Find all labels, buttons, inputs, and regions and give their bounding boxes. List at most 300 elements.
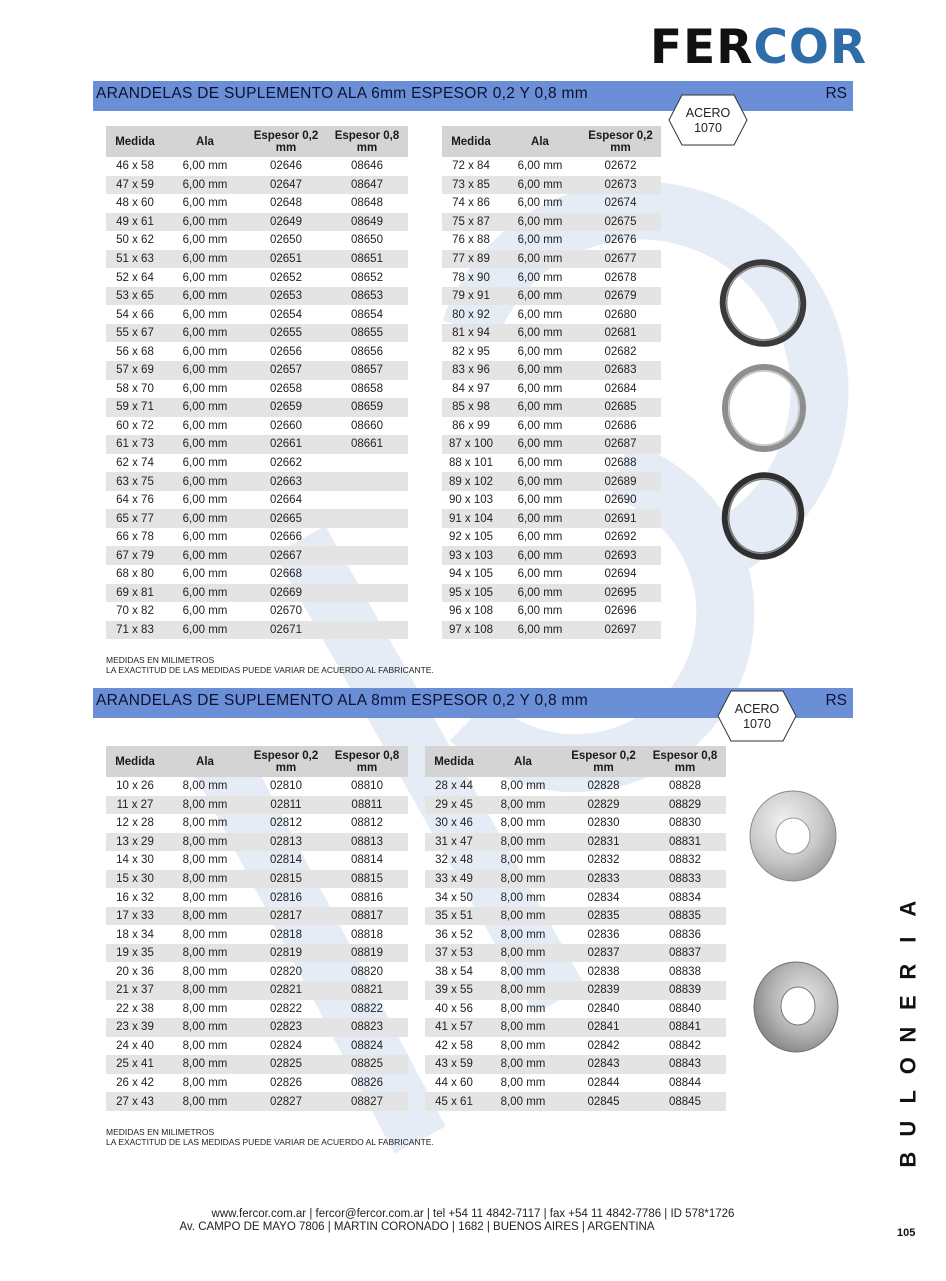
cell-code-02: 02677 — [580, 250, 661, 269]
cell-medida: 44 x 60 — [435, 1077, 473, 1090]
table-row — [425, 907, 726, 926]
cell-code-02: 02832 — [587, 854, 620, 867]
side-letter: U — [895, 1120, 921, 1137]
table-row — [425, 870, 726, 889]
cell-ala: 8,00 mm — [500, 928, 546, 941]
table-row — [442, 324, 661, 343]
cell-ala: 8,00 mm — [182, 854, 228, 867]
cell-medida: 30 x 46 — [435, 817, 473, 830]
cell-ala: 8,00 mm — [182, 817, 228, 830]
cell-medida: 63 x 75 — [106, 472, 164, 491]
col-header-espesor-02: Espesor 0,2 mm — [246, 126, 326, 157]
cell-ala: 6,00 mm — [500, 361, 580, 380]
cell-medida: 48 x 60 — [116, 197, 154, 210]
table-row — [106, 888, 408, 907]
cell-medida: 36 x 52 — [435, 928, 473, 941]
cell-medida: 87 x 100 — [442, 435, 500, 454]
cell-code-02: 02818 — [270, 928, 302, 941]
table-row — [425, 981, 726, 1000]
cell-medida: 61 x 73 — [106, 435, 164, 454]
cell-medida: 80 x 92 — [452, 308, 490, 321]
cell-medida: 45 x 61 — [425, 1092, 483, 1111]
cell-ala: 8,00 mm — [182, 1039, 228, 1052]
cell-ala: 6,00 mm — [500, 509, 580, 528]
cell-code-02: 02811 — [246, 796, 326, 815]
cell-medida: 90 x 103 — [448, 494, 494, 507]
cell-medida: 46 x 58 — [116, 160, 154, 173]
cell-code-02: 02648 — [270, 197, 302, 210]
section2-title: ARANDELAS DE SUPLEMENTO ALA 8mm ESPESOR 0,2 Y 0,8 mm — [96, 692, 588, 709]
cell-code-02: 02810 — [270, 780, 302, 793]
cell-ala: 8,00 mm — [500, 854, 546, 867]
table-row — [106, 1074, 408, 1093]
table-row — [106, 981, 408, 1000]
cell-code-08: 08836 — [669, 928, 701, 941]
cell-ala: 6,00 mm — [164, 472, 246, 491]
cell-medida: 49 x 61 — [106, 213, 164, 232]
cell-medida: 51 x 63 — [106, 250, 164, 269]
table-row — [442, 250, 661, 269]
cell-ala: 8,00 mm — [500, 780, 546, 793]
cell-code-08: 08824 — [351, 1039, 383, 1052]
col-header-medida: Medida — [442, 126, 500, 157]
cell-medida: 25 x 41 — [106, 1055, 164, 1074]
cell-code-02: 02835 — [563, 907, 644, 926]
cell-medida: 19 x 35 — [106, 944, 164, 963]
cell-medida: 96 x 108 — [448, 605, 494, 618]
cell-code-02: 02689 — [580, 472, 661, 491]
table-row — [442, 491, 661, 510]
cell-code-02: 02668 — [270, 568, 302, 581]
table-row — [425, 1018, 726, 1037]
cell-code-02: 02680 — [604, 308, 637, 321]
cell-ala: 6,00 mm — [500, 472, 580, 491]
cell-ala: 6,00 mm — [517, 568, 563, 581]
cell-ala: 6,00 mm — [517, 345, 563, 358]
cell-ala: 8,00 mm — [164, 1018, 246, 1037]
cell-medida: 70 x 82 — [116, 605, 154, 618]
table-row — [106, 1055, 408, 1074]
cell-medida: 18 x 34 — [116, 928, 154, 941]
cell-code-02: 02833 — [563, 870, 644, 889]
cell-medida: 66 x 78 — [116, 531, 154, 544]
table-row — [442, 528, 661, 547]
table-row — [442, 546, 661, 565]
table-row — [106, 398, 408, 417]
cell-code-08: 08812 — [351, 817, 383, 830]
table-row — [106, 1000, 408, 1019]
cell-code-02: 02693 — [580, 546, 661, 565]
col-header-espesor-02: Espesor 0,2 mm — [563, 746, 644, 777]
thin-washer-image — [720, 362, 808, 454]
cell-medida: 50 x 62 — [116, 234, 154, 247]
table-row — [106, 796, 408, 815]
cell-medida: 58 x 70 — [116, 382, 154, 395]
cell-code-02: 02694 — [604, 568, 637, 581]
cell-medida: 29 x 45 — [425, 796, 483, 815]
table-row — [106, 833, 408, 852]
table-row — [106, 962, 408, 981]
cell-code-02: 02671 — [246, 621, 326, 640]
cell-code-02: 02675 — [580, 213, 661, 232]
section2-table-right — [425, 746, 726, 1111]
cell-ala: 8,00 mm — [164, 796, 246, 815]
cell-code-02: 02845 — [563, 1092, 644, 1111]
cell-medida: 84 x 97 — [452, 382, 490, 395]
cell-ala: 6,00 mm — [182, 531, 228, 544]
side-letter: O — [895, 1057, 921, 1075]
cell-code-02: 02820 — [270, 965, 302, 978]
cell-code-08: 08649 — [326, 213, 408, 232]
table-row — [442, 194, 661, 213]
cell-medida: 76 x 88 — [452, 234, 490, 247]
cell-code-08: 08842 — [669, 1039, 701, 1052]
col-header-espesor-08: Espesor 0,8 mm — [326, 746, 408, 777]
cell-medida: 75 x 87 — [442, 213, 500, 232]
cell-code-02: 02840 — [587, 1002, 620, 1015]
table-row — [442, 176, 661, 195]
section1-code: RS — [825, 85, 847, 102]
cell-code-08 — [326, 546, 408, 565]
table-row — [425, 851, 726, 870]
cell-ala: 6,00 mm — [164, 287, 246, 306]
table-row — [442, 435, 661, 454]
cell-code-08: 08661 — [326, 435, 408, 454]
cell-code-02: 02844 — [587, 1077, 620, 1090]
cell-code-08: 08844 — [669, 1077, 701, 1090]
cell-ala: 6,00 mm — [164, 361, 246, 380]
cell-ala: 8,00 mm — [182, 1002, 228, 1015]
col-header-ala: Ala — [500, 126, 580, 157]
table-row — [425, 796, 726, 815]
cell-code-08: 08832 — [669, 854, 701, 867]
cell-ala: 6,00 mm — [182, 345, 228, 358]
cell-medida: 26 x 42 — [116, 1077, 154, 1090]
cell-code-02: 02692 — [604, 531, 637, 544]
cell-ala: 6,00 mm — [182, 605, 228, 618]
table-row — [106, 925, 408, 944]
cell-medida: 62 x 74 — [116, 457, 154, 470]
cell-ala: 6,00 mm — [164, 435, 246, 454]
cell-ala: 6,00 mm — [517, 234, 563, 247]
table-row — [442, 361, 661, 380]
cell-code-02: 02659 — [246, 398, 326, 417]
side-letter: E — [895, 995, 921, 1011]
side-letter: R — [895, 963, 921, 980]
cell-ala: 8,00 mm — [500, 1077, 546, 1090]
cell-code-02: 02685 — [580, 398, 661, 417]
cell-code-08: 08818 — [351, 928, 383, 941]
badge-grade: 1070 — [694, 121, 722, 135]
cell-code-02: 02683 — [580, 361, 661, 380]
cell-ala: 8,00 mm — [483, 944, 563, 963]
cell-medida: 65 x 77 — [106, 509, 164, 528]
cell-ala: 6,00 mm — [517, 457, 563, 470]
cell-code-08: 08838 — [669, 965, 701, 978]
cell-code-02: 02817 — [246, 907, 326, 926]
cell-medida: 28 x 44 — [435, 780, 473, 793]
cell-medida: 54 x 66 — [116, 308, 154, 321]
cell-code-08: 08840 — [669, 1002, 701, 1015]
table-row — [106, 287, 408, 306]
table-row — [106, 305, 408, 324]
table-row — [442, 398, 661, 417]
cell-code-02: 02827 — [246, 1092, 326, 1111]
table-row — [106, 157, 408, 176]
table-row — [106, 380, 408, 399]
cell-ala: 6,00 mm — [182, 382, 228, 395]
cell-code-08 — [326, 621, 408, 640]
table-row — [425, 925, 726, 944]
table-row — [106, 361, 408, 380]
cell-ala: 6,00 mm — [517, 605, 563, 618]
cell-code-02: 02830 — [587, 817, 620, 830]
cell-ala: 8,00 mm — [500, 1002, 546, 1015]
cell-code-02: 02843 — [563, 1055, 644, 1074]
cell-code-02: 02834 — [587, 891, 620, 904]
cell-code-02: 02824 — [270, 1039, 302, 1052]
cell-code-08: 08820 — [351, 965, 383, 978]
badge-grade: 1070 — [743, 717, 771, 731]
cell-code-08: 08652 — [351, 271, 383, 284]
table-row — [442, 342, 661, 361]
cell-ala: 8,00 mm — [164, 981, 246, 1000]
cell-code-02: 02697 — [580, 621, 661, 640]
cell-code-02: 02667 — [246, 546, 326, 565]
cell-medida: 23 x 39 — [106, 1018, 164, 1037]
cell-code-02: 02828 — [587, 780, 620, 793]
col-header-espesor-02: Espesor 0,2 mm — [580, 126, 661, 157]
cell-medida: 38 x 54 — [435, 965, 473, 978]
cell-code-08: 08655 — [326, 324, 408, 343]
cell-medida: 27 x 43 — [106, 1092, 164, 1111]
cell-medida: 82 x 95 — [452, 345, 490, 358]
cell-code-02: 02658 — [270, 382, 302, 395]
cell-code-08 — [326, 509, 408, 528]
cell-medida: 97 x 108 — [442, 621, 500, 640]
cell-code-08 — [326, 584, 408, 603]
col-header-espesor-02: Espesor 0,2 mm — [246, 746, 326, 777]
cell-code-02: 02838 — [587, 965, 620, 978]
cell-ala: 6,00 mm — [182, 160, 228, 173]
table-row — [106, 231, 408, 250]
cell-code-08 — [326, 602, 408, 621]
cell-medida: 83 x 96 — [442, 361, 500, 380]
cell-medida: 60 x 72 — [116, 419, 154, 432]
cell-code-08: 08825 — [326, 1055, 408, 1074]
cell-code-02: 02649 — [246, 213, 326, 232]
cell-code-02: 02672 — [604, 160, 637, 173]
cell-code-08: 08819 — [326, 944, 408, 963]
cell-ala: 8,00 mm — [182, 928, 228, 941]
cell-medida: 59 x 71 — [106, 398, 164, 417]
section1-title: ARANDELAS DE SUPLEMENTO ALA 6mm ESPESOR 0,2 Y 0,8 mm — [96, 85, 588, 102]
cell-code-08: 08651 — [326, 250, 408, 269]
cell-code-02: 02812 — [270, 817, 302, 830]
cell-code-02: 02691 — [580, 509, 661, 528]
cell-medida: 95 x 105 — [442, 584, 500, 603]
cell-code-02: 02841 — [563, 1018, 644, 1037]
cell-ala: 6,00 mm — [500, 176, 580, 195]
cell-code-02: 02669 — [246, 584, 326, 603]
cell-code-02: 02674 — [604, 197, 637, 210]
cell-medida: 34 x 50 — [435, 891, 473, 904]
table-row — [106, 250, 408, 269]
cell-medida: 15 x 30 — [106, 870, 164, 889]
col-header-medida: Medida — [425, 746, 483, 777]
cell-code-08: 08841 — [644, 1018, 726, 1037]
cell-medida: 91 x 104 — [442, 509, 500, 528]
cell-code-02: 02662 — [270, 457, 302, 470]
logo-text-fer: FER — [650, 20, 754, 75]
col-header-ala: Ala — [483, 746, 563, 777]
cell-medida: 42 x 58 — [435, 1039, 473, 1052]
flat-washer-image — [748, 790, 838, 882]
cell-ala: 6,00 mm — [500, 324, 580, 343]
cell-ala: 6,00 mm — [500, 398, 580, 417]
cell-medida: 85 x 98 — [442, 398, 500, 417]
table-row — [425, 777, 726, 796]
cell-code-08: 08657 — [326, 361, 408, 380]
cell-code-02: 02815 — [246, 870, 326, 889]
cell-medida: 12 x 28 — [116, 817, 154, 830]
cell-code-08: 08829 — [644, 796, 726, 815]
cell-code-08: 08815 — [326, 870, 408, 889]
cell-ala: 6,00 mm — [500, 621, 580, 640]
cell-code-08: 08833 — [644, 870, 726, 889]
cell-ala: 8,00 mm — [164, 833, 246, 852]
table-row — [106, 435, 408, 454]
cell-code-02: 02816 — [270, 891, 302, 904]
table-row — [442, 565, 661, 584]
col-header-espesor-08: Espesor 0,8 mm — [644, 746, 726, 777]
cell-code-02: 02825 — [246, 1055, 326, 1074]
side-letter: B — [895, 1152, 921, 1168]
cell-medida: 21 x 37 — [106, 981, 164, 1000]
cell-medida: 11 x 27 — [106, 796, 164, 815]
cell-ala: 8,00 mm — [164, 870, 246, 889]
cell-ala: 8,00 mm — [483, 796, 563, 815]
section2-code: RS — [825, 692, 847, 709]
table-row — [442, 454, 661, 473]
cell-code-02: 02650 — [270, 234, 302, 247]
cell-code-02: 02651 — [246, 250, 326, 269]
table-row — [106, 584, 408, 603]
cell-code-08: 08811 — [326, 796, 408, 815]
cell-ala: 8,00 mm — [182, 891, 228, 904]
table-row — [106, 324, 408, 343]
cell-ala: 6,00 mm — [164, 621, 246, 640]
cell-ala: 6,00 mm — [164, 509, 246, 528]
cell-code-02: 02647 — [246, 176, 326, 195]
cell-code-08 — [326, 454, 408, 473]
cell-code-02: 02813 — [246, 833, 326, 852]
table-row — [106, 907, 408, 926]
cell-code-08 — [326, 491, 408, 510]
cell-ala: 8,00 mm — [483, 1092, 563, 1111]
cell-code-08: 08658 — [351, 382, 383, 395]
table-row — [442, 509, 661, 528]
cell-ala: 6,00 mm — [517, 419, 563, 432]
cell-medida: 86 x 99 — [452, 419, 490, 432]
table-row — [106, 491, 408, 510]
cell-medida: 71 x 83 — [106, 621, 164, 640]
col-header-medida: Medida — [106, 746, 164, 777]
fercor-logo — [650, 22, 867, 74]
side-letter: N — [895, 1026, 921, 1043]
cell-ala: 6,00 mm — [182, 568, 228, 581]
cell-code-08: 08826 — [351, 1077, 383, 1090]
cell-medida: 78 x 90 — [452, 271, 490, 284]
table-row — [106, 454, 408, 473]
cell-medida: 43 x 59 — [425, 1055, 483, 1074]
table-row — [442, 287, 661, 306]
section2-material-badge — [717, 690, 797, 742]
cell-medida: 88 x 101 — [448, 457, 494, 470]
table-row — [106, 342, 408, 361]
cell-ala: 8,00 mm — [483, 870, 563, 889]
cell-medida: 39 x 55 — [425, 981, 483, 1000]
cell-ala: 6,00 mm — [517, 308, 563, 321]
cell-code-08 — [326, 565, 408, 584]
cell-medida: 13 x 29 — [106, 833, 164, 852]
cell-code-08: 08810 — [351, 780, 383, 793]
cell-medida: 55 x 67 — [106, 324, 164, 343]
cell-code-02: 02652 — [270, 271, 302, 284]
side-category-label — [893, 893, 923, 1176]
cell-medida: 20 x 36 — [116, 965, 154, 978]
cell-ala: 6,00 mm — [182, 494, 228, 507]
col-header-ala: Ala — [164, 746, 246, 777]
cell-code-02: 02819 — [246, 944, 326, 963]
cell-code-02: 02654 — [270, 308, 302, 321]
cell-code-02: 02690 — [604, 494, 637, 507]
table-row — [425, 944, 726, 963]
cell-code-08: 08814 — [351, 854, 383, 867]
table-row — [106, 509, 408, 528]
side-letter: I — [895, 937, 921, 944]
cell-ala: 8,00 mm — [500, 965, 546, 978]
table-row — [106, 546, 408, 565]
cell-medida: 10 x 26 — [116, 780, 154, 793]
cell-medida: 53 x 65 — [106, 287, 164, 306]
cell-medida: 35 x 51 — [425, 907, 483, 926]
table-row — [425, 962, 726, 981]
badge-material: ACERO — [685, 106, 731, 120]
cell-medida: 37 x 53 — [425, 944, 483, 963]
cell-code-02: 02682 — [604, 345, 637, 358]
cell-code-08: 08827 — [326, 1092, 408, 1111]
cell-ala: 8,00 mm — [164, 1055, 246, 1074]
table-row — [106, 194, 408, 213]
cell-code-02: 02686 — [604, 419, 637, 432]
cell-code-02: 02688 — [604, 457, 637, 470]
table-row — [442, 417, 661, 436]
cell-medida: 77 x 89 — [442, 250, 500, 269]
cell-code-02: 02836 — [587, 928, 620, 941]
cell-ala: 8,00 mm — [182, 780, 228, 793]
cell-ala: 6,00 mm — [517, 160, 563, 173]
table-row — [425, 1055, 726, 1074]
cell-code-08: 08660 — [351, 419, 383, 432]
cell-medida: 72 x 84 — [452, 160, 490, 173]
cell-code-02: 02673 — [580, 176, 661, 195]
cell-medida: 33 x 49 — [425, 870, 483, 889]
cell-code-08: 08817 — [326, 907, 408, 926]
thin-washer-image — [720, 470, 806, 562]
cell-medida: 32 x 48 — [435, 854, 473, 867]
cell-medida: 64 x 76 — [116, 494, 154, 507]
